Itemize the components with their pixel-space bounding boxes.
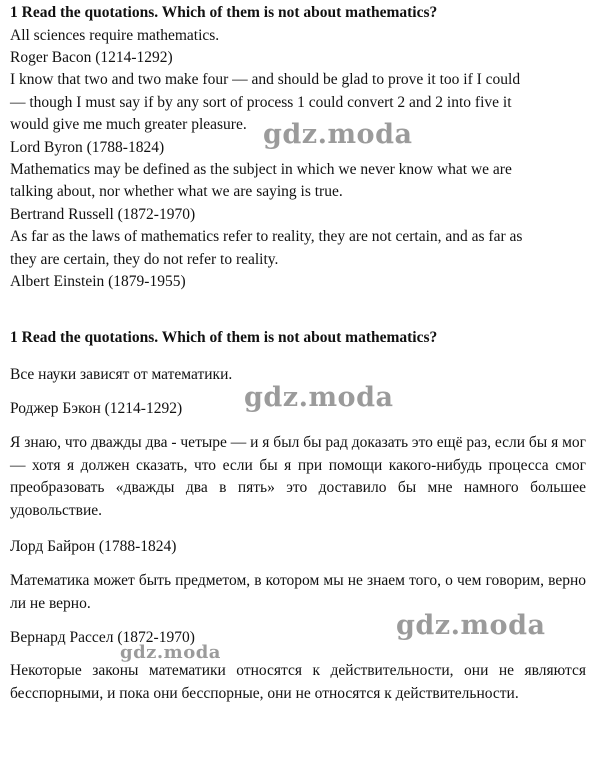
watermark-logo: gdz.moda bbox=[244, 382, 394, 413]
quote-2-author: Lord Byron (1788-1824) bbox=[10, 139, 165, 156]
watermark-logo: gdz.moda bbox=[396, 610, 546, 641]
watermark-logo: gdz.moda bbox=[120, 642, 221, 663]
quote-3-line-2: talking about, nor whether what we are saying is true. bbox=[10, 183, 343, 200]
russian-heading: 1 Read the quotations. Which of them is not about mathematics? bbox=[10, 329, 438, 346]
quote-3-author: Bertrand Russell (1872-1970) bbox=[10, 206, 196, 223]
ru-quote-2-text: Я знаю, что дважды два - четыре — и я был бы рад доказать это ещё раз, если бы я мог — хотя я должен сказать, что если бы я при помощи какого-нибудь процесса смог преобразовать «дважды два в пять» это доставило бы мне намного большее удовольствие. bbox=[10, 434, 586, 519]
quote-2-line-1: I know that two and two make four — and should be glad to prove it too if I could bbox=[10, 71, 521, 88]
watermark-logo: gdz.moda bbox=[263, 119, 413, 150]
ru-quote-3-author: Вернард Рассел (1872-1970) bbox=[10, 629, 195, 646]
ru-quote-2-author: Лорд Байрон (1788-1824) bbox=[10, 538, 177, 555]
quote-1-author: Roger Bacon (1214-1292) bbox=[10, 49, 173, 66]
ru-quote-3-text: Математика может быть предметом, в котором мы не знаем того, о чем говорим, верно ли не верно. bbox=[10, 572, 586, 612]
quote-4-author: Albert Einstein (1879-1955) bbox=[10, 273, 186, 290]
quote-3-line-1: Mathematics may be defined as the subject in which we never know what we are bbox=[10, 161, 512, 178]
quote-4-line-1: As far as the laws of mathematics refer to reality, they are not certain, and as far as bbox=[10, 228, 523, 245]
quote-1-text: All sciences require mathematics. bbox=[10, 27, 220, 44]
quote-2-line-3: would give me much greater pleasure. bbox=[10, 116, 247, 133]
quote-4-line-2: they are certain, they do not refer to reality. bbox=[10, 251, 279, 268]
ru-quote-1-text: Все науки зависят от математики. bbox=[10, 366, 233, 383]
ru-quote-4-text: Некоторые законы математики относятся к действительности, они не являются бесспорными, и пока они бесспорные, они не относятся к действительности. bbox=[10, 662, 586, 702]
ru-quote-1-author: Роджер Бэкон (1214-1292) bbox=[10, 400, 183, 417]
english-heading: 1 Read the quotations. Which of them is not about mathematics? bbox=[10, 4, 438, 21]
quote-2-line-2: — though I must say if by any sort of process 1 could convert 2 and 2 into five it bbox=[10, 94, 512, 111]
